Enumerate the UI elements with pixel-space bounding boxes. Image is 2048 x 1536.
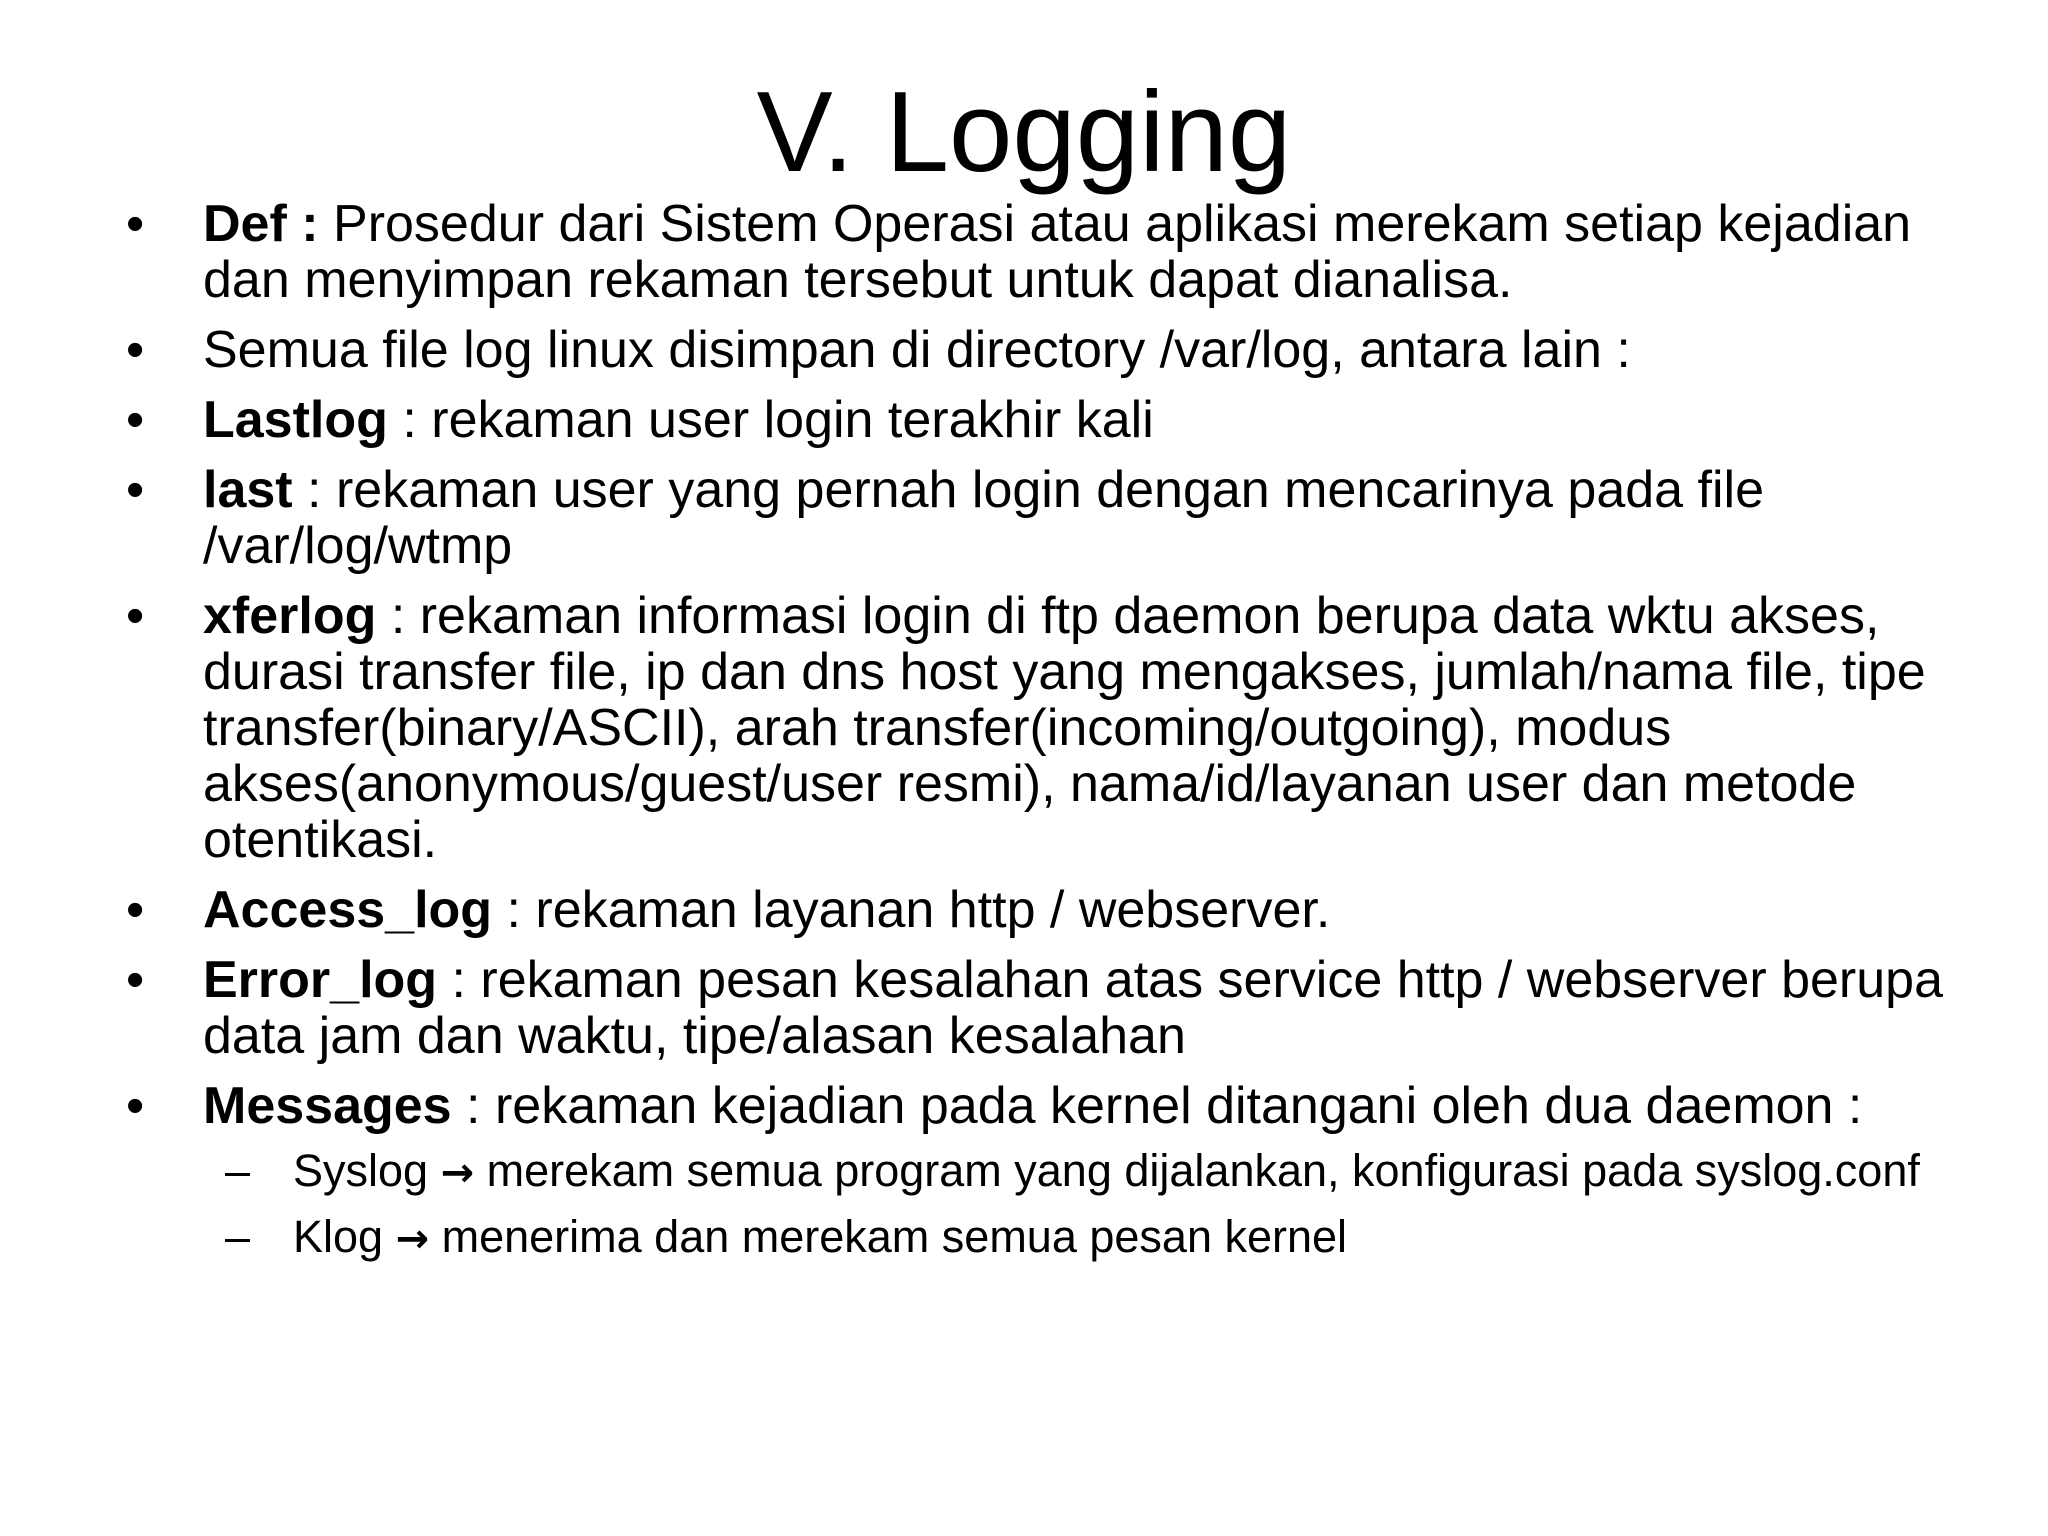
sub-bullet-item-klog (203, 1212, 1988, 1264)
bullet-text: : rekaman layanan http / webserver. (492, 881, 1331, 939)
arrow-right-icon: → (395, 1216, 430, 1262)
bullet-item-lastlog (0, 392, 2048, 448)
bullet-text: : rekaman user login terakhir kali (387, 391, 1154, 449)
bullet-item-error-log (0, 952, 2048, 1064)
bullet-text: : rekaman informasi login di ftp daemon berupa data wktu akses, durasi transfer file, ip dan dns host yang mengakses, jumlah/nama file, tipe transfer(binary/ASCII), arah transfer(incoming/outgoing), modus akses(anonymous/guest/user resmi), nama/id/layanan user dan metode otentikasi. (203, 587, 1926, 869)
bullet-item-xferlog (0, 588, 2048, 868)
bullet-icon: • (126, 881, 145, 939)
bullet-item-def (0, 196, 2048, 308)
bullet-icon: • (126, 587, 145, 645)
slide-title: V. Logging (756, 69, 1292, 196)
bullet-text: : rekaman kejadian pada kernel ditangani oleh dua daemon : (451, 1077, 1863, 1135)
bullet-icon: • (126, 391, 145, 449)
dash-icon: – (225, 1211, 251, 1262)
bullet-text: : rekaman user yang pernah login dengan mencarinya pada file /var/log/wtmp (203, 461, 1764, 575)
sub-bullet-item-syslog (203, 1146, 1988, 1198)
bullet-text: Prosedur dari Sistem Operasi atau aplikasi merekam setiap kejadian dan menyimpan rekaman tersebut untuk dapat dianalisa. (203, 195, 1912, 309)
bullet-icon: • (126, 321, 145, 379)
bullet-item-messages (0, 1078, 2048, 1264)
bullet-term: Access_log (203, 881, 493, 939)
bullet-icon: • (126, 461, 145, 519)
bullet-term: Lastlog (203, 391, 388, 449)
sub-bullet-term: Klog (293, 1211, 384, 1262)
arrow-right-icon: → (440, 1150, 475, 1196)
bullet-term: Messages (203, 1077, 452, 1135)
dash-icon: – (225, 1145, 251, 1196)
bullet-icon: • (126, 195, 145, 253)
sub-bullet-term: Syslog (293, 1145, 429, 1196)
bullet-icon: • (126, 951, 145, 1009)
sub-bullet-text: menerima dan merekam semua pesan kernel (429, 1211, 1348, 1262)
bullet-term: xferlog (203, 587, 377, 645)
bullet-item-last (0, 462, 2048, 574)
bullet-item-directory (0, 322, 2048, 378)
sub-bullet-text: merekam semua program yang dijalankan, konfigurasi pada syslog.conf (474, 1145, 1920, 1196)
sub-bullet-list (203, 1146, 1988, 1264)
bullet-text: Semua file log linux disimpan di directory /var/log, antara lain : (203, 321, 1631, 379)
bullet-term: Def : (203, 195, 319, 253)
bullet-item-access-log (0, 882, 2048, 938)
bullet-text: : rekaman pesan kesalahan atas service http / webserver berupa data jam dan waktu, tipe/alasan kesalahan (203, 951, 1944, 1065)
bullet-term: Error_log (203, 951, 438, 1009)
bullet-icon: • (126, 1077, 145, 1135)
bullet-term: last (203, 461, 293, 519)
bullet-list (0, 196, 2048, 1278)
